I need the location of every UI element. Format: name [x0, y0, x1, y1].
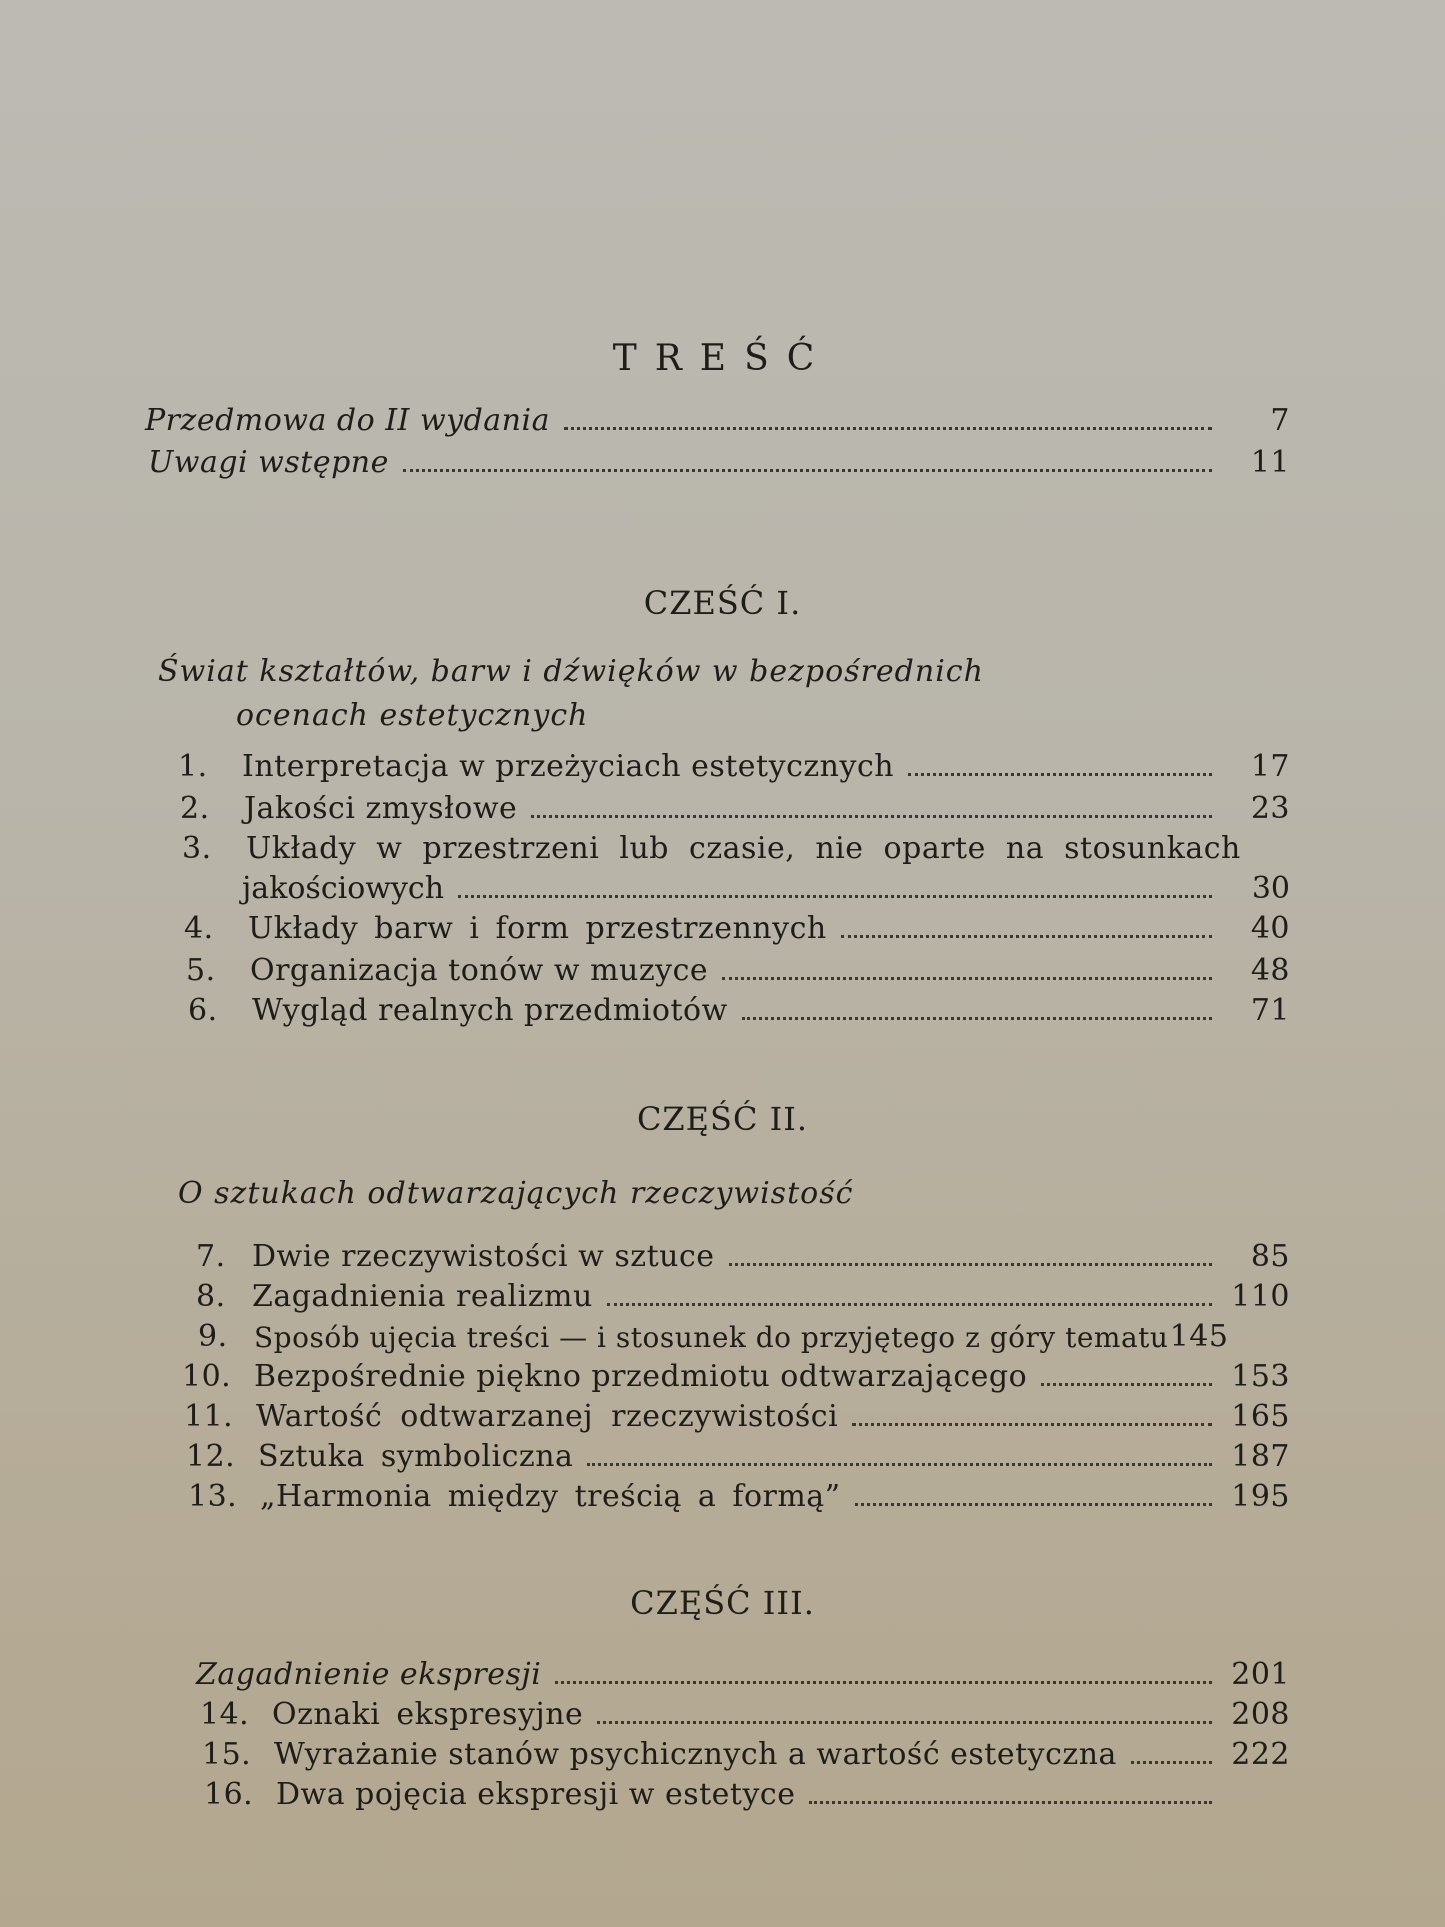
entry-page: 11: [1250, 445, 1290, 480]
entry-number: 2.: [180, 791, 210, 826]
entry-text: Dwa pojęcia ekspresji w estetyce: [276, 1777, 796, 1812]
dot-leader: [403, 469, 1212, 472]
entry-number: 9.: [198, 1319, 228, 1354]
toc-entry-7: [196, 1234, 1290, 1274]
entry-text: Organizacja tonów w muzyce: [250, 953, 709, 988]
entry-page: 71: [1250, 993, 1290, 1028]
entry-text: Wygląd realnych przedmiotów: [252, 993, 728, 1028]
subtitle-line-1: O sztukach odtwarzających rzeczywistość: [178, 1176, 854, 1211]
entry-page: 30: [1251, 871, 1290, 906]
entry-number: 13.: [188, 1479, 238, 1514]
toc-entry-3: [182, 826, 1241, 866]
dot-leader: [908, 773, 1212, 776]
toc-entry-2: [180, 786, 1290, 826]
dot-leader: [852, 1423, 1212, 1426]
subtitle-line-2: ocenach estetycznych: [236, 698, 589, 733]
entry-text: Jakości zmysłowe: [244, 791, 518, 826]
entry-page: 208: [1231, 1697, 1290, 1732]
entry-text: Interpretacja w przeżyciach estetycznych: [242, 749, 895, 784]
subtitle-line-1: Świat kształtów, barw i dźwięków w bezpośrednich: [158, 654, 984, 689]
toc-entry-3-continuation: [242, 866, 1290, 906]
entry-text: Uwagi wstępne: [148, 445, 389, 480]
toc-entry-4: [184, 906, 1290, 946]
toc-entry-14: [200, 1692, 1290, 1732]
entry-page: 7: [1270, 403, 1290, 438]
dot-leader: [555, 1681, 1212, 1684]
dot-leader: [531, 815, 1212, 818]
dot-leader: [564, 427, 1212, 430]
entry-page: 23: [1250, 791, 1290, 826]
entry-page: 40: [1250, 911, 1290, 946]
toc-entry-5: [186, 948, 1290, 988]
toc-entry-16: [204, 1772, 1290, 1812]
entry-text: Układy w przestrzeni lub czasie, nie oparte na stosunkach: [246, 831, 1241, 866]
entry-number: 4.: [184, 911, 214, 946]
toc-entry-8: [196, 1274, 1290, 1314]
dot-leader: [729, 1263, 1212, 1266]
entry-text: „Harmonia między treścią a formą”: [260, 1479, 841, 1514]
entry-page: 153: [1231, 1359, 1290, 1394]
entry-number: 11.: [184, 1399, 234, 1434]
entry-page: 48: [1250, 953, 1290, 988]
part-3-subtitle-row: [196, 1652, 1290, 1692]
entry-text: Dwie rzeczywistości w sztuce: [252, 1239, 715, 1274]
entry-text: Bezpośrednie piękno przedmiotu odtwarzającego: [254, 1359, 1028, 1394]
part-1-heading: CZEŚĆ I.: [643, 584, 802, 622]
entry-text: Wyrażanie stanów psychicznych a wartość estetyczna: [274, 1737, 1117, 1772]
entry-number: 12.: [186, 1439, 236, 1474]
part-3-heading: CZĘŚĆ III.: [630, 1584, 815, 1622]
toc-entry-10: [182, 1354, 1290, 1394]
dot-leader: [1131, 1761, 1212, 1764]
part-3-subtitle: Zagadnienie ekspresji: [196, 1657, 542, 1692]
toc-entry-11: [184, 1394, 1290, 1434]
entry-page: 165: [1231, 1399, 1290, 1434]
dot-leader: [607, 1303, 1212, 1306]
toc-entry-introduction: [148, 440, 1290, 480]
part-2-heading: CZĘŚĆ II.: [636, 1100, 809, 1138]
entry-number: 16.: [204, 1777, 254, 1812]
dot-leader: [742, 1017, 1212, 1020]
entry-number: 14.: [200, 1697, 250, 1732]
dot-leader: [841, 935, 1212, 938]
dot-leader: [855, 1503, 1212, 1506]
entry-page: 17: [1250, 749, 1290, 784]
entry-page: 145: [1169, 1319, 1229, 1354]
part-1-subtitle: [158, 650, 984, 738]
dot-leader: [597, 1721, 1212, 1724]
entry-text: Wartość odtwarzanej rzeczywistości: [256, 1399, 839, 1434]
entry-number: 7.: [196, 1239, 226, 1274]
entry-text: Sztuka symboliczna: [258, 1439, 574, 1474]
entry-text-continued: jakościowych: [242, 871, 445, 906]
part-2-subtitle: [178, 1172, 853, 1216]
dot-leader: [1041, 1383, 1212, 1386]
toc-entry-9: [198, 1314, 1290, 1354]
dot-leader: [809, 1801, 1212, 1804]
toc-entry-6: [188, 988, 1290, 1028]
dot-leader: [722, 977, 1212, 980]
toc-entry-preface: [145, 398, 1290, 438]
entry-page: 85: [1250, 1239, 1290, 1274]
toc-title: TREŚĆ: [612, 338, 833, 379]
entry-text: Układy barw i form przestrzennych: [248, 911, 827, 946]
toc-entry-12: [186, 1434, 1290, 1474]
entry-number: 3.: [182, 831, 212, 866]
entry-page: 110: [1231, 1279, 1290, 1314]
entry-page: 222: [1231, 1737, 1290, 1772]
toc-entry-1: [178, 744, 1290, 784]
entry-text: Sposób ujęcia treści — i stosunek do przyjętego z góry tematu: [254, 1321, 1169, 1354]
dot-leader: [587, 1463, 1212, 1466]
entry-number: 1.: [178, 749, 208, 784]
entry-number: 10.: [182, 1359, 232, 1394]
entry-page: 187: [1231, 1439, 1290, 1474]
toc-entry-13: [188, 1474, 1290, 1514]
entry-page: 201: [1231, 1657, 1290, 1692]
entry-number: 5.: [186, 953, 216, 988]
entry-page: 195: [1231, 1479, 1290, 1514]
entry-number: 6.: [188, 993, 218, 1028]
entry-number: 15.: [202, 1737, 252, 1772]
dot-leader: [458, 895, 1212, 898]
entry-text: Zagadnienia realizmu: [252, 1279, 593, 1314]
entry-number: 8.: [196, 1279, 226, 1314]
entry-text: Oznaki ekspresyjne: [272, 1697, 584, 1732]
toc-entry-15: [202, 1732, 1290, 1772]
entry-text: Przedmowa do II wydania: [145, 403, 550, 438]
